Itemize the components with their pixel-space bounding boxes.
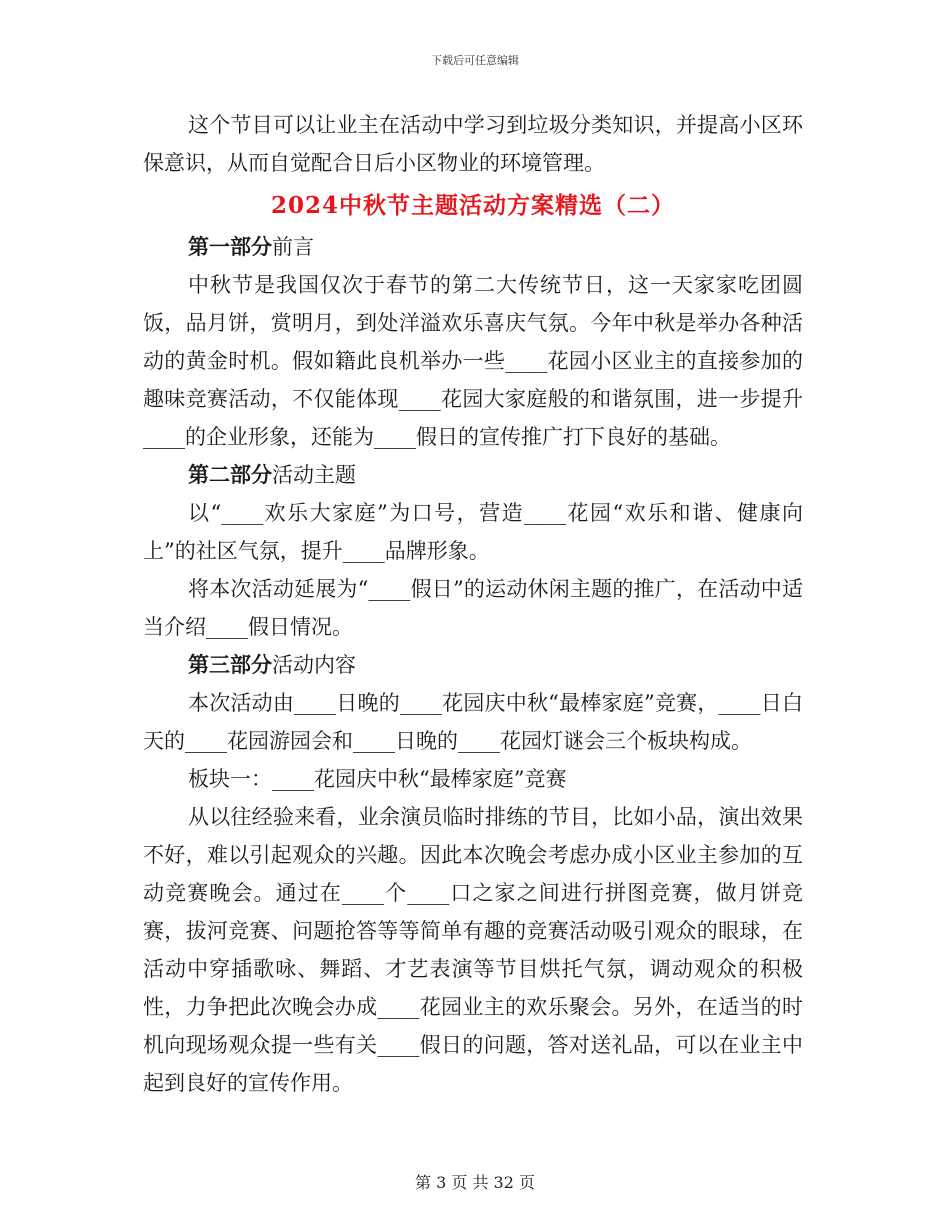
body-paragraph: 从以往经验来看，业余演员临时排练的节目，比如小品，演出效果不好，难以引起观众的兴趣。因此本次晚会考虑办成小区业主参加的互动竞赛晚会。通过在____个____口之家之间进行拼图竞赛，做月饼竞赛，拔河竞赛、问题抢答等等简单有趣的竞赛活动吸引观众的眼球，在活动中穿插歌咏、舞蹈、才艺表演等节目烘托气氛，调动观众的积极性，力争把此次晚会办成____花园业主的欢乐聚会。另外，在适当的时机向现场观众提一些有关____假日的问题，答对送礼品，可以在业主中起到良好的宣传作用。	[143, 805, 803, 1095]
body-paragraph: 中秋节是我国仅次于春节的第二大传统节日，这一天家家吃团圆饭，品月饼，赏明月，到处洋溢欢乐喜庆气氛。今年中秋是举办各种活动的黄金时机。假如籍此良机举办一些____花园小区业主的直接参加的趣味竞赛活动，不仅能体现____花园大家庭般的和谐氛围，进一步提升____的企业形象，还能为____假日的宣传推广打下良好的基础。	[143, 273, 803, 449]
body-paragraph: 本次活动由____日晚的____花园庆中秋“最棒家庭”竞赛，____日白天的____花园游园会和____日晚的____花园灯谜会三个板块构成。	[143, 691, 803, 753]
section-heading-text: 活动内容	[272, 653, 356, 677]
intro-paragraph: 这个节目可以让业主在活动中学习到垃圾分类知识，并提高小区环保意识，从而自觉配合日后小区物业的环境管理。	[143, 113, 803, 175]
section-heading	[143, 646, 803, 684]
section-heading-bold: 第二部分	[188, 462, 272, 487]
document-body	[143, 106, 803, 1102]
section-heading	[143, 456, 803, 494]
body-paragraph: 以“____欢乐大家庭”为口号，营造____花园“欢乐和谐、健康向上”的社区气氛，提升____品牌形象。	[143, 501, 803, 563]
section-heading-bold: 第三部分	[188, 652, 272, 677]
section-heading-text: 活动主题	[272, 463, 356, 487]
section-heading-text: 前言	[272, 235, 314, 259]
body-paragraph: 板块一：____花园庆中秋“最棒家庭”竞赛	[188, 767, 567, 791]
body-paragraph: 将本次活动延展为“____假日”的运动休闲主题的推广，在活动中适当介绍____假日情况。	[143, 577, 803, 639]
page-header-note: 下载后可任意编辑	[431, 54, 519, 67]
section-heading-bold: 第一部分	[188, 234, 272, 259]
document-title: 2024中秋节主题活动方案精选（二）	[270, 192, 675, 219]
section-heading	[143, 228, 803, 266]
page-number-footer: 第 3 页 共 32 页	[415, 1173, 535, 1192]
